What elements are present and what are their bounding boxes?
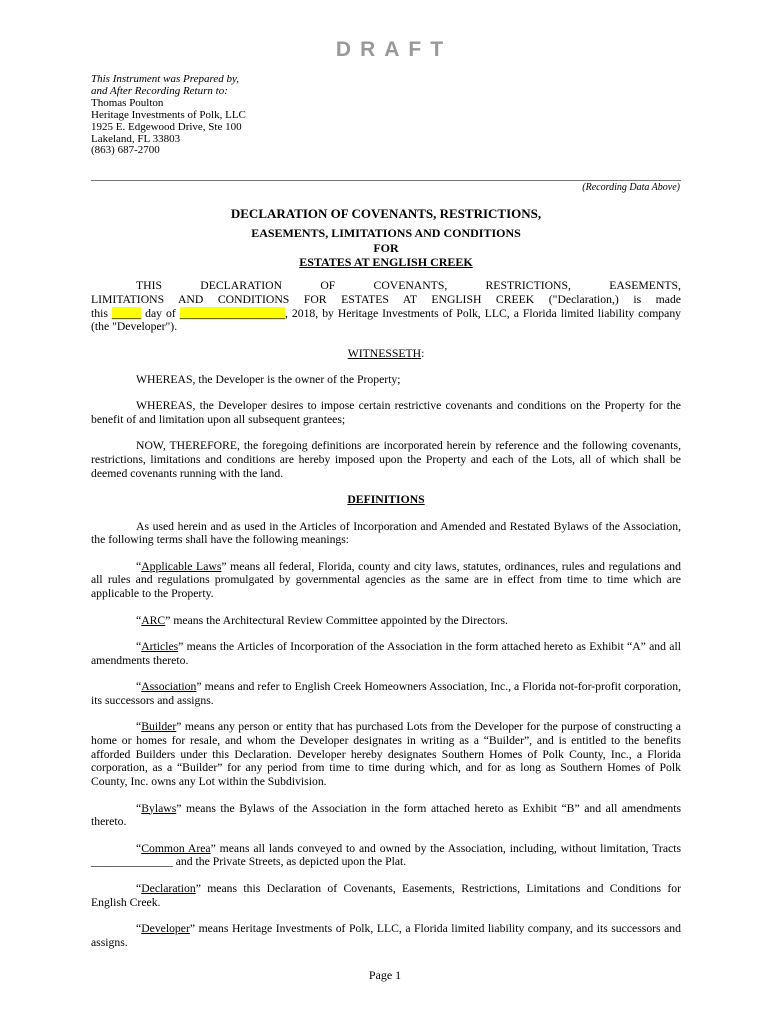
definitions-intro: As used herein and as used in the Articles of Incorporation and Amended and Restated Bylaws of the Association, the following terms shall have the following meanings:	[91, 519, 681, 547]
definition-term: Developer	[141, 921, 190, 935]
definition-term: Association	[141, 679, 197, 693]
definition-item: “Declaration” means this Declaration of Covenants, Easements, Restrictions, Limitations and Conditions for English Creek.	[91, 881, 681, 909]
witnesseth-heading	[91, 347, 681, 361]
title-line-4: ESTATES AT ENGLISH CREEK	[299, 255, 473, 269]
recording-data-note: (Recording Data Above)	[582, 182, 680, 193]
witnesseth-word: WITNESSETH	[347, 346, 422, 360]
intro-line-2: LIMITATIONS AND CONDITIONS FOR ESTATES AT ENGLISH CREEK ("Declaration,) is made	[91, 292, 681, 306]
preparer-city: Lakeland, FL 33803	[91, 132, 181, 145]
definition-term: Applicable Laws	[141, 559, 222, 573]
witnesseth-colon: :	[421, 346, 425, 360]
definition-item: “Articles” means the Articles of Incorporation of the Association in the form attached hereto as Exhibit “A” and all amendments thereto.	[91, 639, 681, 667]
preparer-company: Heritage Investments of Polk, LLC	[91, 108, 246, 121]
preparer-name: Thomas Poulton	[91, 96, 164, 109]
title-line-2: EASEMENTS, LIMITATIONS AND CONDITIONS	[251, 226, 521, 240]
month-blank[interactable]: __________________	[179, 306, 285, 320]
definitions-heading: DEFINITIONS	[347, 493, 425, 507]
intro-line-3	[91, 307, 681, 335]
draft-watermark: DRAFT	[335, 38, 453, 61]
definition-item: “Developer” means Heritage Investments of Polk, LLC, a Florida limited liability company, and its successors and assigns.	[91, 921, 681, 949]
page-number: Page 1	[368, 968, 402, 982]
whereas-2: WHEREAS, the Developer desires to impose certain restrictive covenants and conditions on the Property for the benefit of and limitation upon all subsequent grantees;	[91, 399, 681, 427]
definition-term: ARC	[141, 613, 166, 627]
definition-term: Articles	[141, 639, 179, 653]
intro-line-1	[91, 279, 681, 293]
definition-text: means Heritage Investments of Polk, LLC, a Florida limited liability company, and its successors and assigns.	[91, 921, 681, 949]
definition-text: means all lands conveyed to and owned by the Association, including, without limitation, Tracts ______________ and the Private Streets, as depicted upon the Plat.	[91, 841, 681, 869]
intro-word: EASEMENTS,	[609, 279, 681, 292]
definition-text: means the Bylaws of the Association in the form attached hereto as Exhibit “B” and all amendments thereto.	[91, 801, 681, 829]
whereas-1: WHEREAS, the Developer is the owner of the Property;	[136, 372, 401, 386]
document-body	[91, 279, 681, 962]
intro-word: COVENANTS,	[373, 279, 448, 292]
definition-item: “Bylaws” means the Bylaws of the Association in the form attached hereto as Exhibit “B” and all amendments thereto.	[91, 801, 681, 829]
definition-text: means and refer to English Creek Homeowners Association, Inc., a Florida not-for-profit corporation, its successors and assigns.	[91, 679, 681, 707]
day-blank[interactable]: _____	[111, 306, 142, 320]
now-therefore: NOW, THEREFORE, the foregoing definitions are incorporated herein by reference and the following covenants, restrictions, limitations and conditions are hereby imposed upon the Property and each of the Lots, all of which shall be deemed covenants running with the land.	[91, 439, 681, 480]
intro-this: this	[91, 306, 108, 320]
definition-item: “Association” means and refer to English Creek Homeowners Association, Inc., a Florida not-for-profit corporation, its successors and assigns.	[91, 679, 681, 707]
preparer-phone: (863) 687-2700	[91, 144, 160, 157]
preparer-block	[91, 74, 246, 157]
definition-text: means all federal, Florida, county and city laws, statutes, ordinances, rules and regulations and all rules and regulations promulgated by governmental agencies as the same are in effect from time to time which are applicable to the Property.	[91, 559, 681, 601]
definition-item: “Common Area” means all lands conveyed to and owned by the Association, including, without limitation, Tracts ______________ and the Private Streets, as depicted upon the Plat.	[91, 841, 681, 869]
intro-rest: , 2018, by Heritage Investments of Polk, LLC, a Florida limited liability company (the "Developer").	[91, 306, 682, 334]
definition-term: Bylaws	[141, 801, 177, 815]
preparer-line-2: and After Recording Return to:	[91, 84, 228, 97]
definition-item: “Applicable Laws” means all federal, Florida, county and city laws, statutes, ordinances, rules and regulations and all rules and regulations promulgated by governmental agencies as the same are in effect from time to time which are applicable to the Property.	[91, 559, 681, 601]
recording-divider	[91, 180, 681, 181]
definition-item: “Builder” means any person or entity that has purchased Lots from the Developer for the purpose of constructing a home or homes for resale, and whom the Developer designates in writing as a “Builder”, and is entitled to the benefits afforded Builders under this Declaration. Developer hereby designates Southern Homes of Polk County, Inc., a Florida corporation, as a “Builder” for any period from time to time during which, and for as long as Southern Homes of Polk County, Inc. owns any Lot within the Subdivision.	[91, 720, 681, 789]
intro-word: DECLARATION	[200, 279, 283, 292]
intro-word: THIS	[136, 279, 162, 292]
definition-text: means any person or entity that has purchased Lots from the Developer for the purpose of constructing a home or homes for resale, and whom the Developer designates in writing as a “Builder”, and is entitled to the benefits afforded Builders under this Declaration. Developer hereby designates Southern Homes of Polk County, Inc., a Florida corporation, as a “Builder” for any period from time to time during which, and for as long as Southern Homes of Polk County, Inc. owns any Lot within the Subdivision.	[91, 720, 681, 789]
preparer-street: 1925 E. Edgewood Drive, Ste 100	[91, 120, 242, 133]
definition-term: Declaration	[141, 881, 196, 895]
intro-day-of: day of	[145, 306, 176, 320]
preparer-line-1: This Instrument was Prepared by,	[91, 73, 239, 85]
definition-text: means the Architectural Review Committee appointed by the Directors.	[170, 613, 508, 627]
definition-text: means the Articles of Incorporation of the Association in the form attached hereto as Exhibit “A” and all amendments thereto.	[91, 639, 681, 667]
definition-item: “ARC” means the Architectural Review Committee appointed by the Directors.	[136, 613, 508, 627]
intro-word: OF	[320, 279, 336, 292]
title-line-1: DECLARATION OF COVENANTS, RESTRICTIONS,	[230, 206, 542, 221]
definition-text: means this Declaration of Covenants, Easements, Restrictions, Limitations and Conditions for English Creek.	[91, 881, 681, 909]
title-line-3: FOR	[373, 241, 399, 255]
definition-term: Common Area	[141, 841, 211, 855]
intro-paragraph	[91, 279, 681, 334]
definition-term: Builder	[141, 720, 177, 734]
intro-word: RESTRICTIONS,	[485, 279, 571, 292]
